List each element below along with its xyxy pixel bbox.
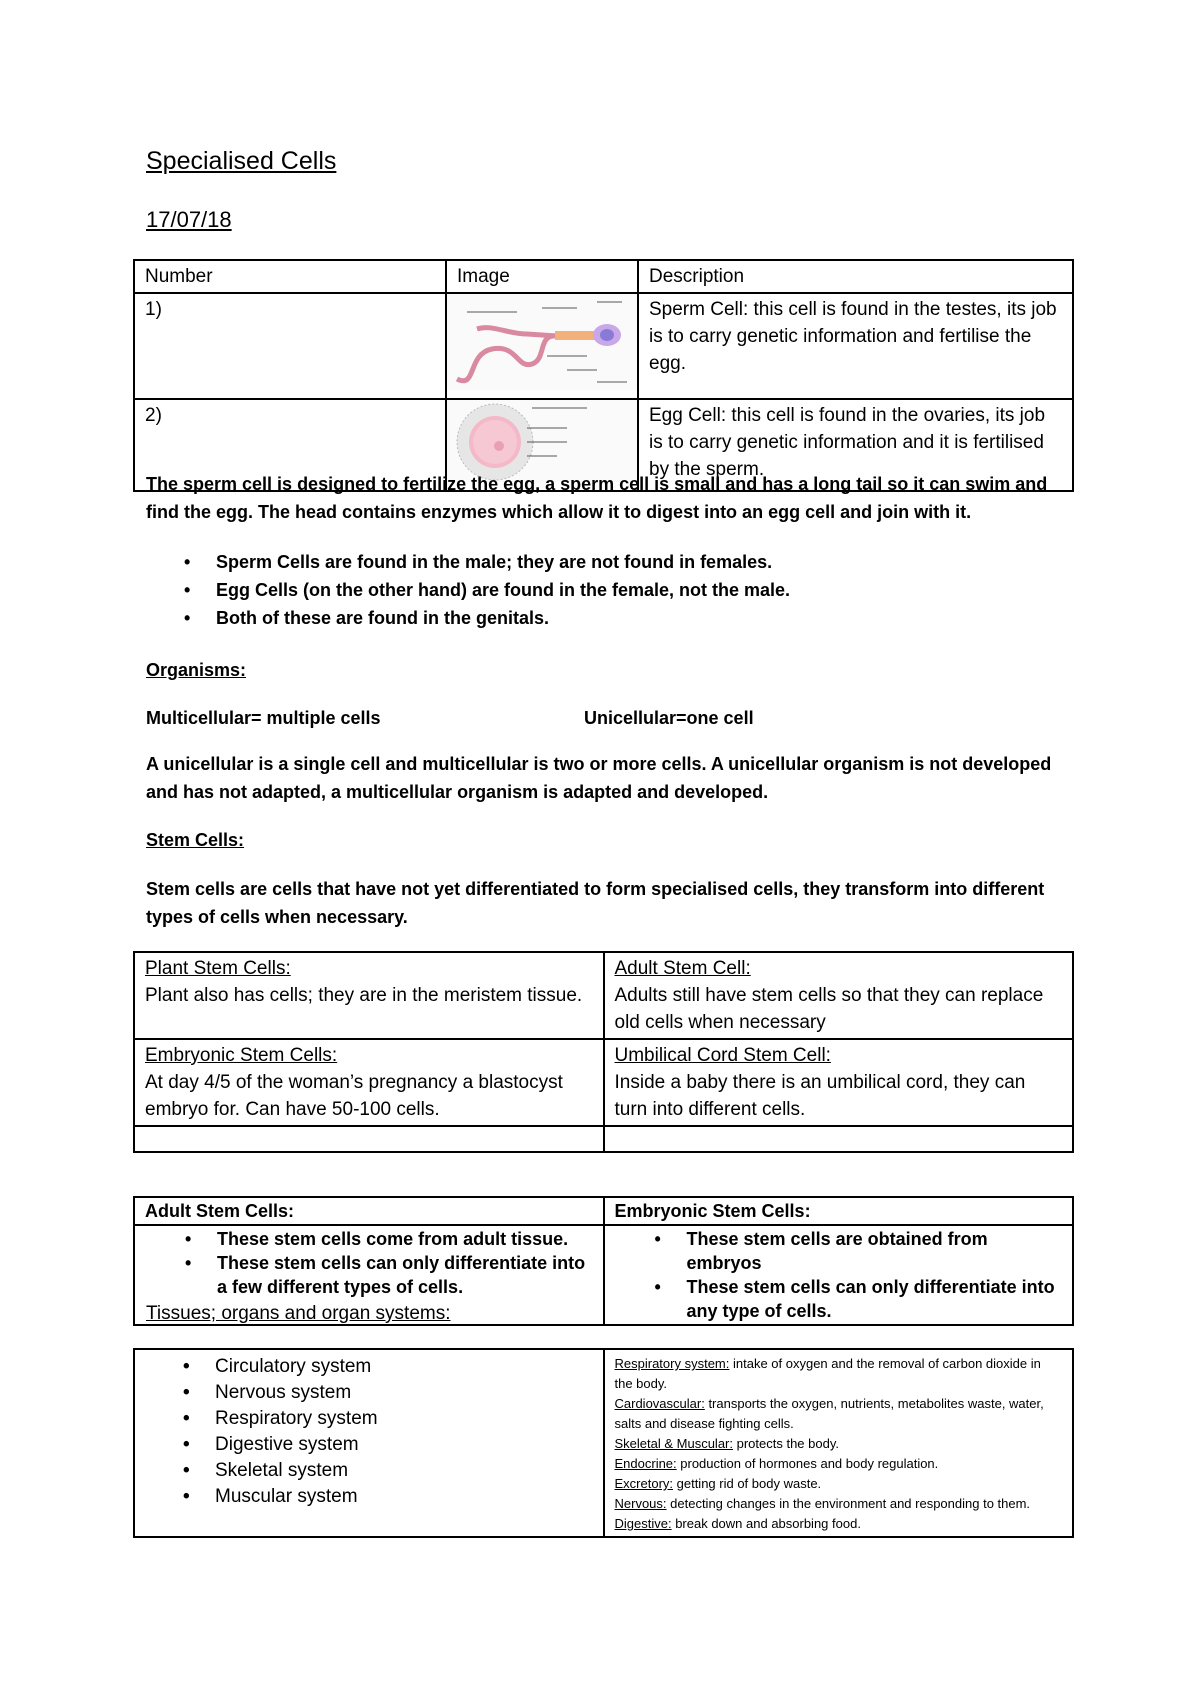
list-item: • Muscular system <box>145 1484 593 1510</box>
header-description: Description <box>638 260 1073 293</box>
list-item: • These stem cells are obtained from embryos <box>615 1227 1063 1275</box>
cell-heading: Umbilical Cord Stem Cell: <box>614 1045 831 1066</box>
cell-text: Inside a baby there is an umbilical cord, they can turn into different cells. <box>614 1072 1026 1120</box>
system-text: protects the body. <box>733 1436 839 1451</box>
organ-systems-table <box>133 1348 1074 1538</box>
adult-heading: Adult Stem Cells: <box>134 1197 604 1225</box>
umbilical-stem-cell <box>604 1039 1074 1126</box>
bullet-list <box>145 1227 593 1299</box>
cell-text: Plant also has cells; they are in the meristem tissue. <box>145 985 583 1006</box>
list-item: • These stem cells can only differentiate into any type of cells. <box>615 1275 1063 1323</box>
row-description: Sperm Cell: this cell is found in the testes, its job is to carry genetic information and fertilise the egg. <box>638 293 1073 399</box>
empty-cell <box>604 1126 1074 1152</box>
system-descriptions-cell <box>604 1349 1074 1537</box>
empty-row <box>134 1126 1073 1152</box>
system-name: Respiratory system: <box>614 1356 730 1371</box>
system-name: Cardiovascular: <box>614 1396 705 1411</box>
table-header-row <box>134 1197 1073 1225</box>
sperm-diagram <box>447 294 637 390</box>
list-item: • Digestive system <box>145 1432 593 1458</box>
system-text: production of hormones and body regulation. <box>676 1456 939 1471</box>
system-name: Skeletal & Muscular: <box>614 1436 733 1451</box>
cell-text: Adults still have stem cells so that they can replace old cells when necessary <box>614 985 1044 1033</box>
system-text: intake of oxygen and the removal of carbon dioxide in the body. <box>614 1356 1041 1391</box>
embryonic-stem-cell <box>134 1039 604 1126</box>
system-description <box>615 1354 1063 1394</box>
cell-heading: Plant Stem Cells: <box>145 958 291 979</box>
embryonic-points <box>604 1225 1074 1325</box>
unicellular-label: Unicellular=one cell <box>584 708 754 728</box>
stem-cells-table <box>133 951 1074 1153</box>
multicellular-label: Multicellular= multiple cells <box>146 708 381 728</box>
sperm-paragraph: The sperm cell is designed to fertilize the egg, a sperm cell is small and has a long tail so it can swim and find the egg. The head contains enzymes which allow it to digest into an egg cell and join with it. <box>146 474 1048 522</box>
organisms-paragraph: A unicellular is a single cell and multicellular is two or more cells. A unicellular organism is not developed and has not adapted, a multicellular organism is adapted and developed. <box>146 754 1052 802</box>
sperm-cell-image <box>446 293 638 399</box>
system-text: getting rid of body waste. <box>673 1476 822 1491</box>
bullet-list <box>615 1227 1063 1323</box>
system-description <box>615 1494 1063 1514</box>
list-item: • Sperm Cells are found in the male; they are not found in females. <box>146 548 1076 576</box>
page-title: Specialised Cells <box>146 147 337 175</box>
adult-stem-cell <box>604 952 1074 1039</box>
stem-paragraph: Stem cells are cells that have not yet differentiated to form specialised cells, they transform into different types of cells when necessary. <box>146 879 1045 927</box>
system-description <box>615 1394 1063 1434</box>
table-header-row <box>134 260 1073 293</box>
header-number: Number <box>134 260 446 293</box>
system-name: Digestive: <box>614 1516 672 1531</box>
tissues-heading: Tissues; organs and organ systems: <box>146 1303 451 1324</box>
organisms-heading: Organisms: <box>146 660 247 680</box>
list-item: • These stem cells can only differentiate into a few different types of cells. <box>145 1251 593 1299</box>
header-image: Image <box>446 260 638 293</box>
bullet-list <box>145 1354 593 1510</box>
row-description: Egg Cell: this cell is found in the ovaries, its job is to carry genetic information and it is fertilised by the sperm. <box>638 399 1073 491</box>
date: 17/07/18 <box>146 207 232 232</box>
system-description <box>615 1474 1063 1494</box>
bullet-list <box>146 548 1076 632</box>
list-item: • Skeletal system <box>145 1458 593 1484</box>
plant-stem-cell <box>134 952 604 1039</box>
row-number: 1) <box>134 293 446 399</box>
cell-heading: Adult Stem Cell: <box>614 958 751 979</box>
table-row <box>134 293 1073 399</box>
system-description <box>615 1434 1063 1454</box>
list-item: • Egg Cells (on the other hand) are found in the female, not the male. <box>146 576 1076 604</box>
system-name: Nervous: <box>614 1496 667 1511</box>
list-item: • Circulatory system <box>145 1354 593 1380</box>
list-item: • These stem cells come from adult tissue. <box>145 1227 593 1251</box>
systems-cell <box>134 1349 604 1537</box>
system-name: Excretory: <box>614 1476 674 1491</box>
table-row <box>134 1349 1073 1537</box>
table-row <box>134 1039 1073 1126</box>
list-item: • Both of these are found in the genitals. <box>146 604 1076 632</box>
empty-cell <box>134 1126 604 1152</box>
system-text: detecting changes in the environment and responding to them. <box>666 1496 1031 1511</box>
cell-heading: Embryonic Stem Cells: <box>145 1045 338 1066</box>
system-text: break down and absorbing food. <box>671 1516 861 1531</box>
cell-text: At day 4/5 of the woman’s pregnancy a blastocyst embryo for. Can have 50-100 cells. <box>145 1072 563 1120</box>
list-item: • Respiratory system <box>145 1406 593 1432</box>
table-row <box>134 952 1073 1039</box>
system-description <box>615 1514 1063 1534</box>
row-number: 2) <box>134 399 446 491</box>
system-description <box>615 1454 1063 1474</box>
cells-table <box>133 259 1074 492</box>
system-text: transports the oxygen, nutrients, metabolites waste, water, salts and disease fighting cells. <box>614 1396 1044 1431</box>
system-name: Endocrine: <box>614 1456 677 1471</box>
stem-heading: Stem Cells: <box>146 830 245 850</box>
embryonic-heading: Embryonic Stem Cells: <box>604 1197 1074 1225</box>
list-item: • Nervous system <box>145 1380 593 1406</box>
